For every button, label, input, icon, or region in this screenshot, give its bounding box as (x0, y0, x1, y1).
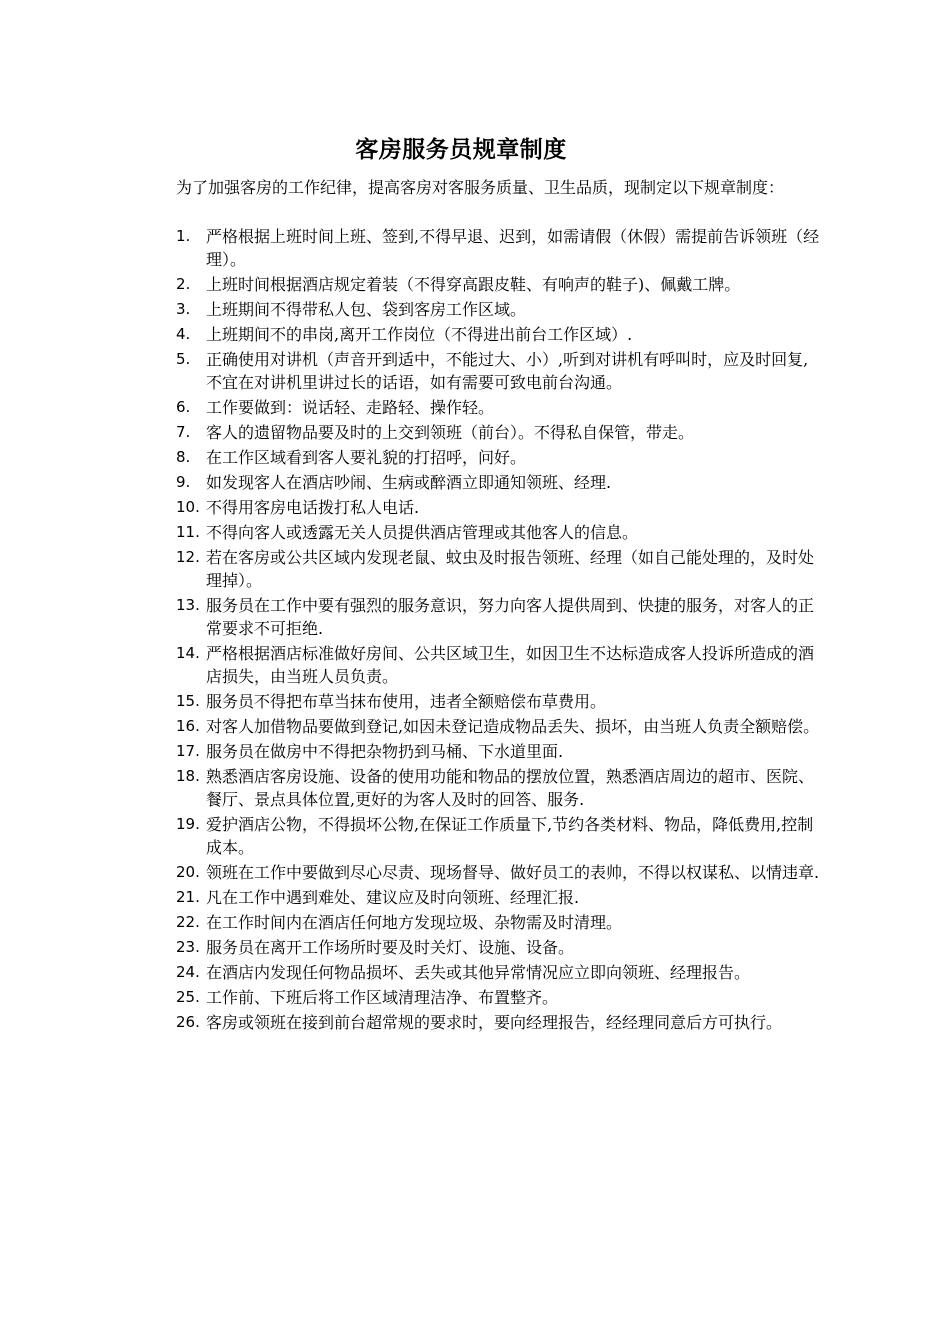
list-item-text: 熟悉酒店客房设施、设备的使用功能和物品的摆放位置，熟悉酒店周边的超市、医院、餐厅、景点具体位置,更好的为客人及时的回答、服务. (206, 767, 815, 809)
list-item-number: 7. (176, 423, 191, 441)
list-item (140, 471, 820, 494)
list-item (140, 642, 820, 688)
list-item-number: 9. (176, 473, 191, 491)
list-item (140, 765, 820, 811)
list-item-text: 服务员不得把布草当抹布使用，违者全额赔偿布草费用。 (206, 692, 607, 711)
list-item-number: 14. (176, 644, 200, 662)
list-item-text: 爱护酒店公物，不得损坏公物,在保证工作质量下,节约各类材料、物品，降低费用,控制成本。 (206, 815, 814, 857)
rules-list (140, 225, 820, 1036)
list-item (140, 446, 820, 469)
list-item-number: 17. (176, 742, 200, 760)
list-item-text: 上班时间根据酒店规定着装（不得穿高跟皮鞋、有响声的鞋子)、佩戴工牌。 (206, 275, 741, 294)
list-item (140, 594, 820, 640)
list-item-text: 在工作时间内在酒店任何地方发现垃圾、杂物需及时清理。 (206, 913, 623, 932)
list-item-number: 11. (176, 523, 200, 541)
list-item (140, 225, 820, 271)
list-item-number: 18. (176, 767, 200, 785)
list-item-number: 12. (176, 548, 200, 566)
list-item (140, 715, 820, 738)
list-item-text: 不得向客人或透露无关人员提供酒店管理或其他客人的信息。 (206, 523, 639, 542)
list-item-number: 24. (176, 963, 200, 981)
list-item-number: 20. (176, 863, 200, 881)
list-item-number: 23. (176, 938, 200, 956)
list-item-number: 25. (176, 988, 200, 1006)
list-item (140, 961, 820, 984)
list-item-text: 服务员在做房中不得把杂物扔到马桶、下水道里面. (206, 742, 564, 761)
list-item (140, 690, 820, 713)
list-item (140, 273, 820, 296)
list-item-number: 15. (176, 692, 200, 710)
list-item-text: 在工作区域看到客人要礼貌的打招呼，问好。 (206, 448, 527, 467)
list-item-text: 服务员在工作中要有强烈的服务意识，努力向客人提供周到、快捷的服务，对客人的正常要求不可拒绝. (206, 596, 815, 638)
list-item (140, 886, 820, 909)
list-item-text: 上班期间不得带私人包、袋到客房工作区域。 (206, 300, 527, 319)
list-item-text: 正确使用对讲机（声音开到适中，不能过大、小）,听到对讲机有呼叫时，应及时回复,不宜在对讲机里讲过长的话语，如有需要可致电前台沟通。 (206, 350, 809, 392)
list-item-text: 上班期间不的串岗,离开工作岗位（不得进出前台工作区域）. (206, 325, 633, 344)
list-item-number: 8. (176, 448, 191, 466)
list-item-number: 13. (176, 596, 200, 614)
intro-paragraph: 为了加强客房的工作纪律，提高客房对客服务质量、卫生品质，现制定以下规章制度： (176, 178, 785, 197)
list-item-text: 服务员在离开工作场所时要及时关灯、设施、设备。 (206, 938, 575, 957)
list-item (140, 396, 820, 419)
list-item (140, 911, 820, 934)
list-item (140, 861, 820, 884)
list-item (140, 546, 820, 592)
list-item-number: 26. (176, 1013, 200, 1031)
list-item-number: 6. (176, 398, 191, 416)
list-item (140, 740, 820, 763)
list-item-text: 在酒店内发现任何物品损坏、丢失或其他异常情况应立即向领班、经理报告。 (206, 963, 751, 982)
list-item (140, 298, 820, 321)
list-item-number: 5. (176, 350, 191, 368)
list-item (140, 496, 820, 519)
list-item-number: 16. (176, 717, 200, 735)
list-item-text: 凡在工作中遇到难处、建议应及时向领班、经理汇报. (206, 888, 580, 907)
list-item-text: 工作要做到：说话轻、走路轻、操作轻。 (206, 398, 495, 417)
list-item-text: 如发现客人在酒店吵闹、生病或醉酒立即通知领班、经理. (206, 473, 612, 492)
list-item-number: 21. (176, 888, 200, 906)
list-item (140, 936, 820, 959)
list-item-text: 客人的遗留物品要及时的上交到领班（前台）。不得私自保管，带走。 (206, 423, 695, 442)
list-item-number: 10. (176, 498, 200, 516)
document-title: 客房服务员规章制度 (355, 137, 567, 163)
list-item-text: 不得用客房电话拨打私人电话. (206, 498, 420, 517)
list-item-text: 若在客房或公共区域内发现老鼠、蚊虫及时报告领班、经理（如自己能处理的，及时处理掉）。 (206, 548, 815, 590)
list-item-number: 2. (176, 275, 191, 293)
list-item (140, 421, 820, 444)
list-item-number: 1. (176, 227, 191, 245)
list-item (140, 813, 820, 859)
list-item-text: 对客人加借物品要做到登记,如因未登记造成物品丢失、损坏，由当班人负责全额赔偿。 (206, 717, 820, 736)
list-item-number: 22. (176, 913, 200, 931)
list-item-text: 严格根据酒店标准做好房间、公共区域卫生，如因卫生不达标造成客人投诉所造成的酒店损失，由当班人员负责。 (206, 644, 815, 686)
list-item-text: 严格根据上班时间上班、签到,不得早退、迟到，如需请假（休假）需提前告诉领班（经理）。 (206, 227, 820, 269)
list-item-text: 工作前、下班后将工作区域清理洁净、布置整齐。 (206, 988, 559, 1007)
list-item-text: 领班在工作中要做到尽心尽责、现场督导、做好员工的表帅，不得以权谋私、以情违章. (206, 863, 820, 882)
list-item-number: 19. (176, 815, 200, 833)
list-item-number: 3. (176, 300, 191, 318)
list-item (140, 521, 820, 544)
list-item-text: 客房或领班在接到前台超常规的要求时，要向经理报告，经经理同意后方可执行。 (206, 1013, 783, 1032)
list-item (140, 323, 820, 346)
list-item (140, 348, 820, 394)
list-item (140, 986, 820, 1009)
list-item-number: 4. (176, 325, 191, 343)
list-item (140, 1011, 820, 1034)
